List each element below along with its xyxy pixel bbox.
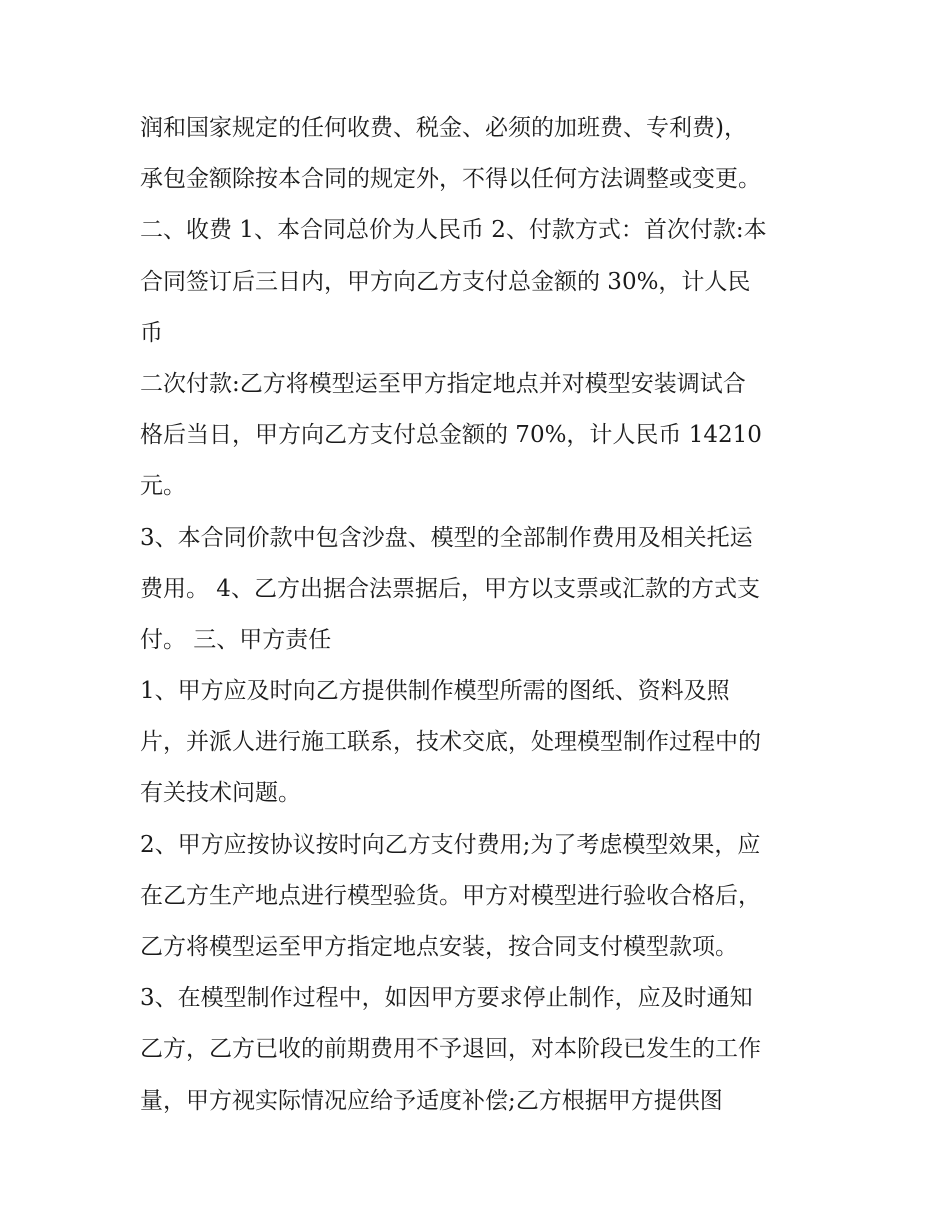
text-line: 费用。 4、乙方出据合法票据后，甲方以支票或汇款的方式支 <box>140 575 760 602</box>
text-line: 量，甲方视实际情况应给予适度补偿;乙方根据甲方提供图 <box>140 1087 723 1114</box>
text-line: 乙方，乙方已收的前期费用不予退回，对本阶段已发生的工作 <box>140 1036 761 1063</box>
text-line: 付。 三、甲方责任 <box>140 626 332 653</box>
text-line: 在乙方生产地点进行模型验货。甲方对模型进行验收合格后， <box>140 882 761 909</box>
text-line: 币 <box>140 319 163 346</box>
text-line: 2、甲方应按协议按时向乙方支付费用;为了考虑模型效果，应 <box>140 831 761 858</box>
text-line: 片，并派人进行施工联系，技术交底，处理模型制作过程中的 <box>140 729 761 756</box>
text-line: 3、在模型制作过程中，如因甲方要求停止制作，应及时通知 <box>140 985 753 1012</box>
text-line: 格后当日，甲方向乙方支付总金额的 70%，计人民币 14210 <box>140 422 762 449</box>
text-line: 有关技术问题。 <box>140 780 301 807</box>
text-line: 二次付款:乙方将模型运至甲方指定地点并对模型安装调试合 <box>140 370 746 397</box>
text-line: 合同签订后三日内，甲方向乙方支付总金额的 30%，计人民 <box>140 268 751 295</box>
text-line: 元。 <box>140 473 186 500</box>
text-line: 承包金额除按本合同的规定外，不得以任何方法调整或变更。 <box>140 166 761 193</box>
text-line: 3、本合同价款中包含沙盘、模型的全部制作费用及相关托运 <box>140 524 753 551</box>
text-line: 1、甲方应及时向乙方提供制作模型所需的图纸、资料及照 <box>140 678 730 705</box>
text-line: 润和国家规定的任何收费、税金、必须的加班费、专利费)， <box>140 115 747 141</box>
text-line: 二、收费 1、本合同总价为人民币 2、付款方式：首次付款:本 <box>140 217 767 244</box>
text-line: 乙方将模型运至甲方指定地点安装，按合同支付模型款项。 <box>140 934 738 960</box>
contract-text <box>140 103 830 1127</box>
